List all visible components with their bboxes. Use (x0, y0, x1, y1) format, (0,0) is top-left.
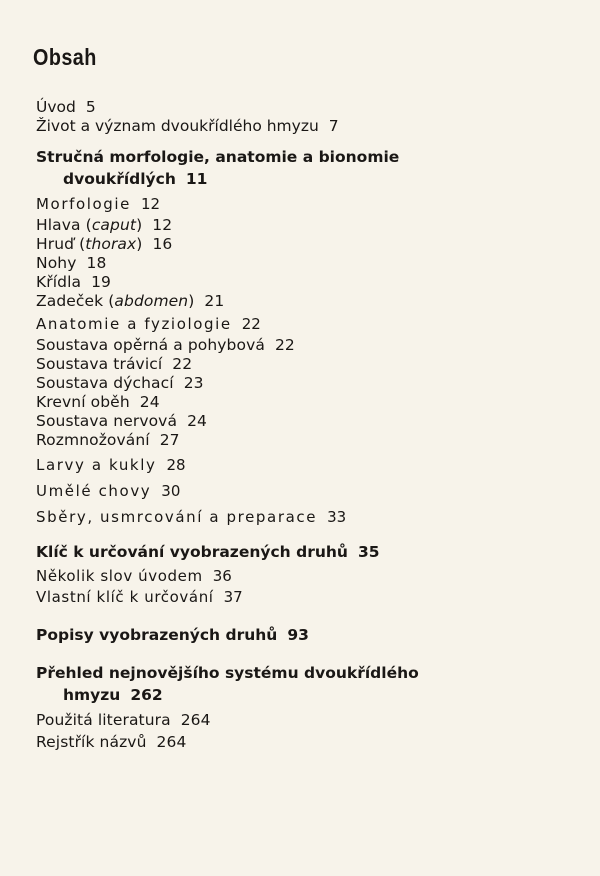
toc-section-morfologie-anatomie: Stručná morfologie, anatomie a bionomie dvoukřídlých 11 (36, 148, 400, 188)
toc-section-popisy: Popisy vyobrazených druhů 93 (36, 626, 309, 644)
toc-entry-rejstrik: Rejstřík názvů 264 (36, 733, 187, 751)
page-title: Obsah (33, 44, 97, 70)
toc-entry-zadecek: Zadeček (abdomen) 21 (36, 292, 225, 310)
toc-entry-umele-chovy: Umělé chovy 30 (36, 482, 181, 500)
toc-entry-kridla: Křídla 19 (36, 273, 112, 291)
toc-entry-soustava-operna: Soustava opěrná a pohybová 22 (36, 336, 295, 354)
toc-entry-rozmnozovani: Rozmnožování 27 (36, 431, 180, 449)
toc-entry-nohy: Nohy 18 (36, 254, 107, 272)
toc-entry-soustava-nervova: Soustava nervová 24 (36, 412, 207, 430)
toc-entry-uvod: Úvod 5 (36, 98, 96, 116)
toc-entry-zivot: Život a význam dvoukřídlého hmyzu 7 (36, 117, 339, 135)
toc-entry-hrud: Hruď (thorax) 16 (36, 235, 173, 253)
toc-entry-krevni-obeh: Krevní oběh 24 (36, 393, 160, 411)
table-of-contents (36, 98, 576, 753)
toc-entry-hlava: Hlava (caput) 12 (36, 216, 173, 234)
toc-section-prehled: Přehled nejnovějšího systému dvoukřídlého hmyzu 262 (36, 664, 419, 704)
toc-entry-nekolik-slov: Několik slov úvodem 36 (36, 567, 232, 585)
toc-entry-pouzita-literatura: Použitá literatura 264 (36, 711, 211, 729)
toc-entry-larvy: Larvy a kukly 28 (36, 456, 186, 474)
toc-section-klic: Klíč k určování vyobrazených druhů 35 (36, 543, 380, 561)
toc-entry-soustava-dychaci: Soustava dýchací 23 (36, 374, 204, 392)
toc-entry-anatomie: Anatomie a fyziologie 22 (36, 315, 261, 333)
toc-entry-soustava-travici: Soustava trávicí 22 (36, 355, 193, 373)
toc-entry-sbery: Sběry, usmrcování a preparace 33 (36, 508, 347, 526)
toc-entry-morfologie: Morfologie 12 (36, 195, 161, 213)
toc-entry-vlastni-klic: Vlastní klíč k určování 37 (36, 588, 243, 606)
